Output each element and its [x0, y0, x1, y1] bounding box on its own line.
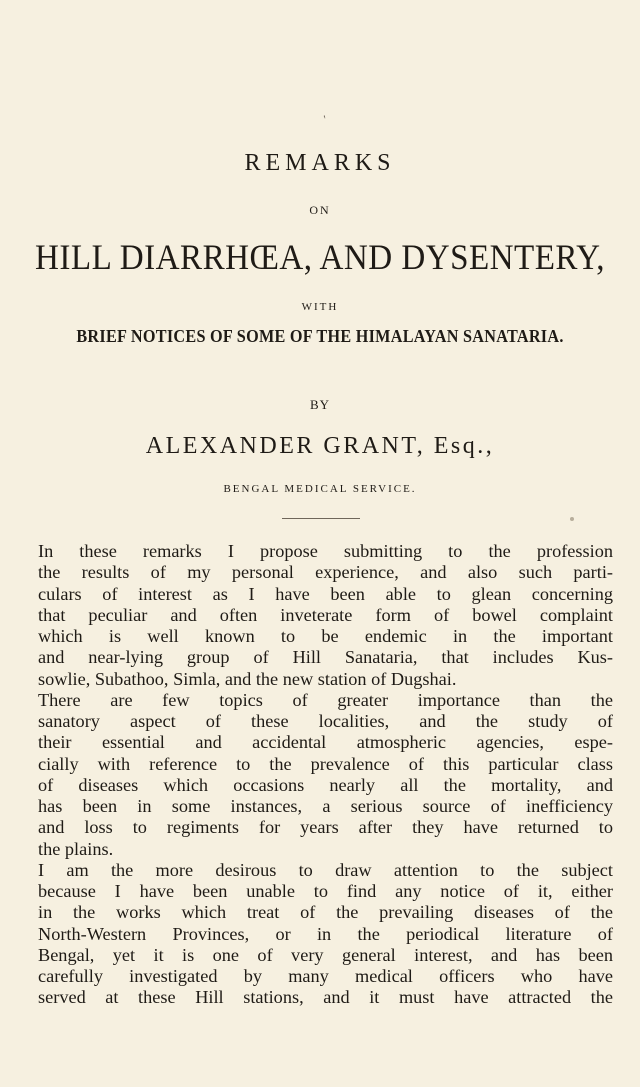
body-text — [38, 541, 613, 1009]
text-line: carefully investigated by many medical officers who have — [38, 966, 613, 986]
paper-speck — [570, 517, 574, 521]
text-line: and loss to regiments for years after they have returned to — [38, 817, 613, 838]
text-line: in the works which treat of the prevailing diseases of the — [38, 902, 613, 923]
text-line: of diseases which occasions nearly all the mortality, and — [38, 774, 613, 795]
heading-by: BY — [309, 397, 331, 412]
divider-rule — [282, 518, 360, 519]
text-line: that peculiar and often inveterate form of bowel complaint — [38, 604, 613, 625]
text-line: and near-lying group of Hill Sanataria, that includes Kus- — [38, 647, 613, 668]
subtitle: BRIEF NOTICES OF SOME OF THE HIMALAYAN SANATARIA. — [76, 326, 564, 346]
text-line: which is well known to be endemic in the important — [38, 626, 613, 646]
author-affiliation: BENGAL MEDICAL SERVICE. — [223, 483, 417, 495]
text-line: sowlie, Subathoo, Simla, and the new station of Dugshai. — [38, 668, 457, 689]
text-line: because I have been unable to find any notice of it, either — [38, 881, 613, 901]
main-title: HILL DIARRHŒA, AND DYSENTERY, — [35, 237, 605, 277]
stray-mark: ′ — [321, 112, 331, 126]
text-line: the plains. — [38, 838, 114, 859]
text-line: Bengal, yet it is one of very general interest, and has been — [38, 944, 613, 965]
text-line: North-Western Provinces, or in the periodical literature of — [38, 923, 613, 944]
text-line: their essential and accidental atmospheric agencies, espe- — [38, 732, 613, 753]
text-line: culars of interest as I have been able to glean concerning — [38, 583, 613, 604]
text-line: has been in some instances, a serious source of inefficiency — [38, 796, 613, 816]
text-line: I am the more desirous to draw attention to the subject — [38, 859, 613, 880]
text-line: cially with reference to the prevalence of this particular class — [38, 753, 613, 774]
text-line: There are few topics of greater importance than the — [38, 689, 613, 710]
heading-remarks: REMARKS — [244, 150, 396, 176]
text-line: sanatory aspect of these localities, and the study of — [38, 711, 613, 731]
heading-with: WITH — [301, 301, 339, 313]
text-line: served at these Hill stations, and it must have attracted the — [38, 987, 613, 1008]
text-line: In these remarks I propose submitting to the profession — [38, 541, 613, 561]
author-name: ALEXANDER GRANT, Esq., — [145, 433, 495, 459]
heading-on: ON — [309, 203, 331, 217]
text-line: the results of my personal experience, and also such parti- — [38, 562, 613, 583]
